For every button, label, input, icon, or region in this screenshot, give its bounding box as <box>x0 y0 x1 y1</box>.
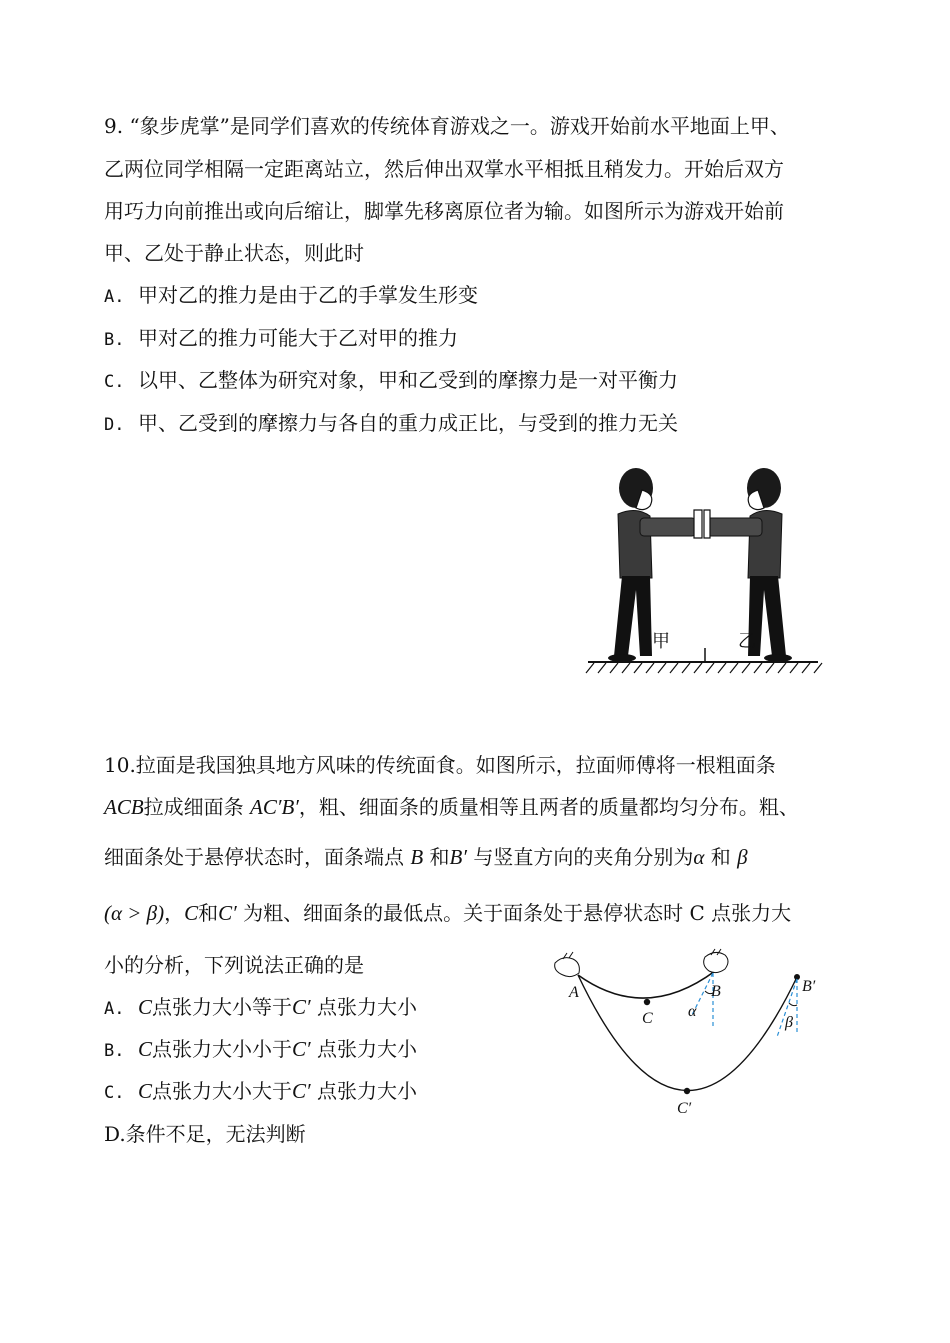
q10-option-c[interactable]: C. C点张力大小大于C′ 点张力大小 <box>104 1079 417 1103</box>
label-c: C <box>642 1010 653 1027</box>
label-yi: 乙 <box>738 631 756 651</box>
label-jia: 甲 <box>652 631 670 651</box>
q10-option-b[interactable]: B. C点张力大小小于C′ 点张力大小 <box>104 1037 417 1061</box>
q9-stem-line-4: 甲、乙处于静止状态，则此时 <box>104 241 364 265</box>
label-alpha: α <box>688 1003 697 1020</box>
q9-stem-line-2: 乙两位同学相隔一定距离站立，然后伸出双掌水平相抵且稍发力。开始后双方 <box>104 157 784 181</box>
q9-option-c[interactable]: C. 以甲、乙整体为研究对象，甲和乙受到的摩擦力是一对平衡力 <box>104 368 678 392</box>
q10-option-d[interactable]: D.条件不足，无法判断 <box>104 1122 306 1146</box>
q9-option-a[interactable]: A. 甲对乙的推力是由于乙的手掌发生形变 <box>104 283 478 307</box>
point-c-prime <box>684 1088 690 1094</box>
q10-stem-line-5: 小的分析，下列说法正确的是 <box>104 953 364 977</box>
q9-option-b[interactable]: B. 甲对乙的推力可能大于乙对甲的推力 <box>104 326 458 350</box>
q10-option-a[interactable]: A. C点张力大小等于C′ 点张力大小 <box>104 995 417 1019</box>
point-c <box>644 999 650 1005</box>
hand-left-icon <box>555 952 580 977</box>
label-beta: β <box>785 1014 793 1031</box>
q9-option-d[interactable]: D. 甲、乙受到的摩擦力与各自的重力成正比，与受到的推力无关 <box>104 411 678 435</box>
label-c-prime: C′ <box>677 1100 692 1117</box>
q9-figure-palm-push <box>580 460 830 680</box>
label-b-prime: B′ <box>802 978 816 995</box>
hand-right-icon <box>704 949 728 973</box>
q10-stem-line-3: 细面条处于悬停状态时，面条端点 B 和B′ 与竖直方向的夹角分别为α 和 β <box>104 845 748 869</box>
q10-stem-line-4: (α > β)，C和C′ 为粗、细面条的最低点。关于面条处于悬停状态时 C 点张力大 <box>104 901 792 925</box>
q10-figure-noodles <box>545 945 825 1120</box>
q9-stem-line-3: 用巧力向前推出或向后缩让，脚掌先移离原位者为输。如图所示为游戏开始前 <box>104 199 784 223</box>
q10-stem-line-1: 10.拉面是我国独具地方风味的传统面食。如图所示，拉面师傅将一根粗面条 <box>104 753 776 777</box>
label-a: A <box>569 984 579 1001</box>
q10-stem-line-2: ACB拉成细面条 AC′B′，粗、细面条的质量相等且两者的质量都均匀分布。粗、 <box>104 795 799 819</box>
q9-stem-line-1: 9. “象步虎掌”是同学们喜欢的传统体育游戏之一。游戏开始前水平地面上甲、 <box>104 114 790 138</box>
label-b: B <box>711 983 721 1000</box>
